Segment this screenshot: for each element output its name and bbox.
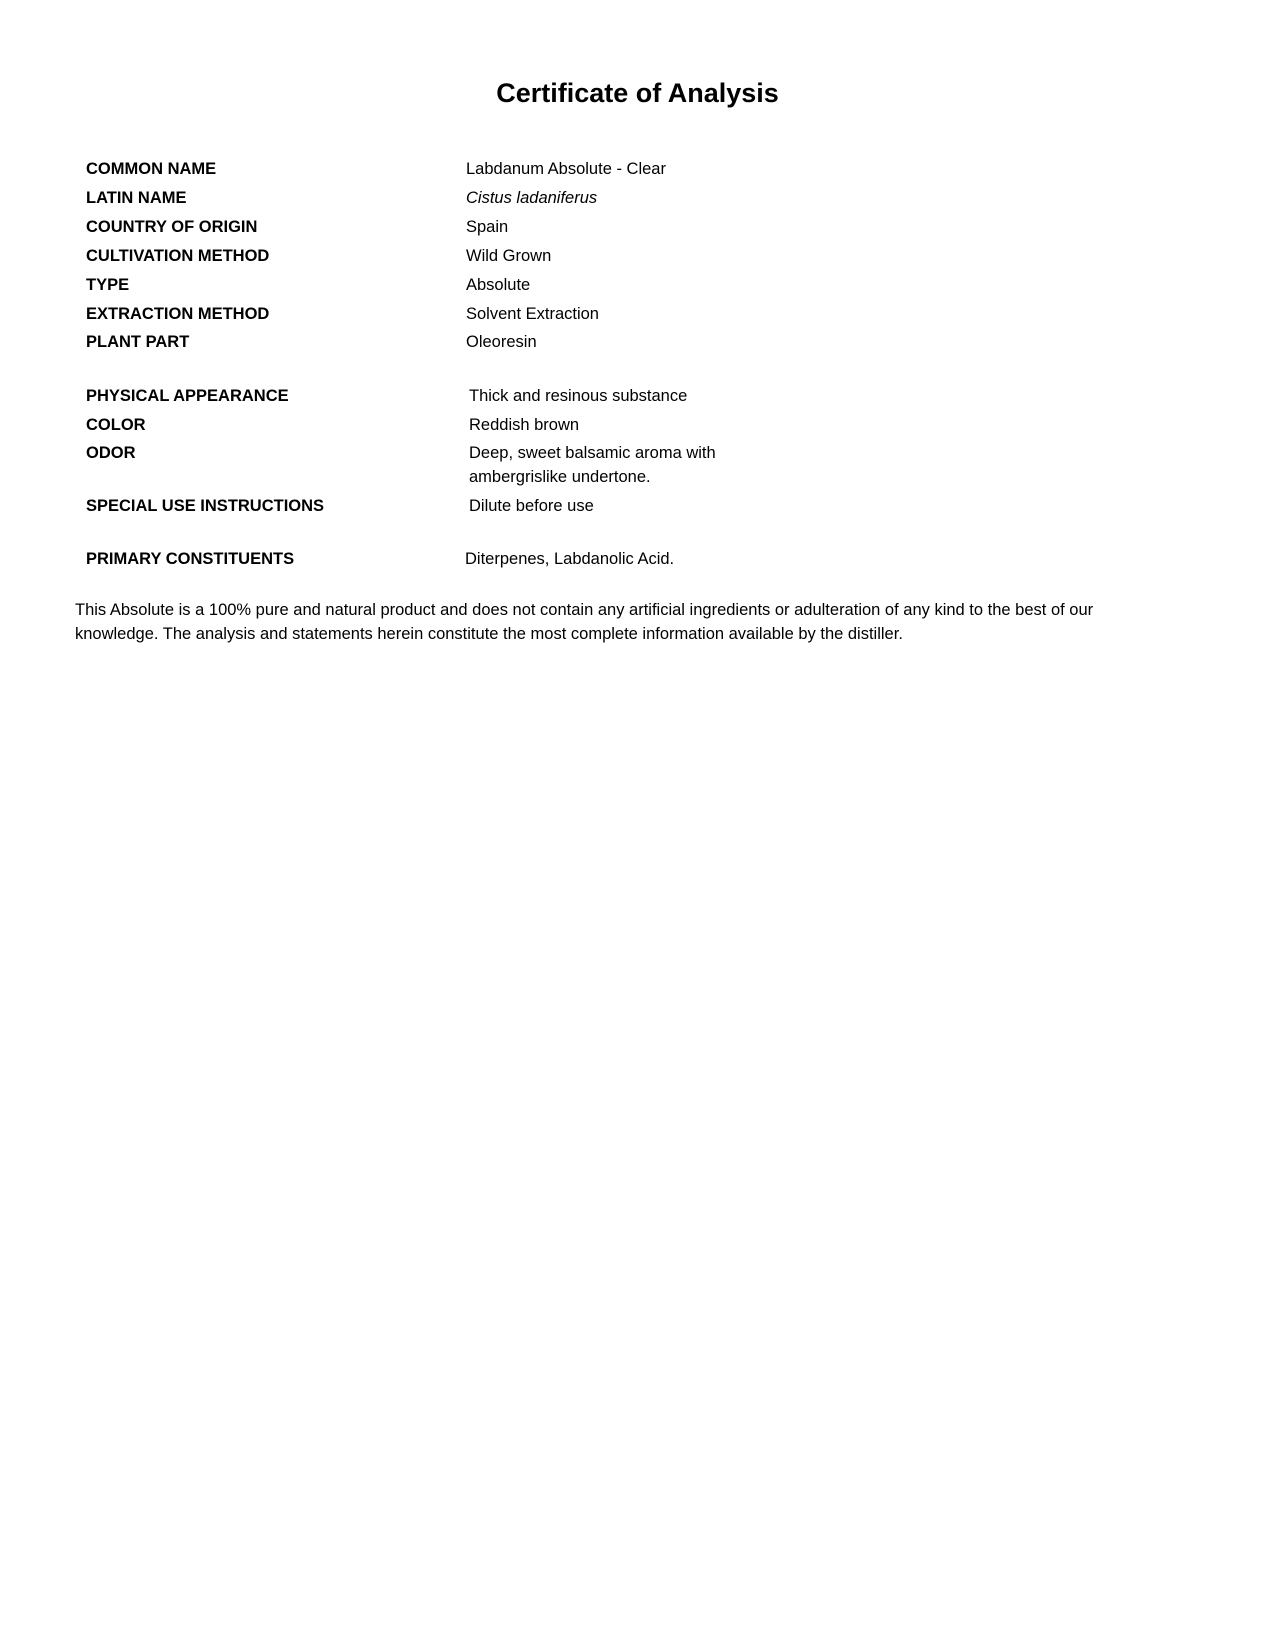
cultivation-method-label: CULTIVATION METHOD xyxy=(86,247,270,265)
color-label: COLOR xyxy=(86,416,146,434)
physical-appearance-value: Thick and resinous substance xyxy=(469,387,688,405)
cultivation-method-value: Wild Grown xyxy=(466,247,552,265)
country-of-origin-label: COUNTRY OF ORIGIN xyxy=(86,218,258,236)
extraction-method-value: Solvent Extraction xyxy=(466,305,599,323)
plant-part-label: PLANT PART xyxy=(86,333,190,351)
physical-appearance-label: PHYSICAL APPEARANCE xyxy=(86,387,289,405)
extraction-method-label: EXTRACTION METHOD xyxy=(86,305,270,323)
disclaimer-paragraph: This Absolute is a 100% pure and natural product and does not contain any artificial ingredients or adulteration of any kind to the best of our knowledge. The analysis and statements herein constitute the most complete information available by the distiller. xyxy=(75,601,1094,643)
type-label: TYPE xyxy=(86,276,130,294)
country-of-origin-value: Spain xyxy=(466,218,509,236)
page-title: Certificate of Analysis xyxy=(496,78,779,108)
odor-value: Deep, sweet balsamic aroma with ambergrislike undertone. xyxy=(469,444,716,486)
special-use-instructions-label: SPECIAL USE INSTRUCTIONS xyxy=(86,497,325,515)
type-value: Absolute xyxy=(466,276,531,294)
common-name-value: Labdanum Absolute - Clear xyxy=(466,160,666,178)
special-use-instructions-value: Dilute before use xyxy=(469,497,594,515)
odor-label: ODOR xyxy=(86,444,136,462)
primary-constituents-value: Diterpenes, Labdanolic Acid. xyxy=(465,550,675,568)
primary-constituents-label: PRIMARY CONSTITUENTS xyxy=(86,550,295,568)
common-name-label: COMMON NAME xyxy=(86,160,217,178)
latin-name-label: LATIN NAME xyxy=(86,189,187,207)
color-value: Reddish brown xyxy=(469,416,580,434)
latin-name-value: Cistus ladaniferus xyxy=(466,189,598,207)
plant-part-value: Oleoresin xyxy=(466,333,537,351)
